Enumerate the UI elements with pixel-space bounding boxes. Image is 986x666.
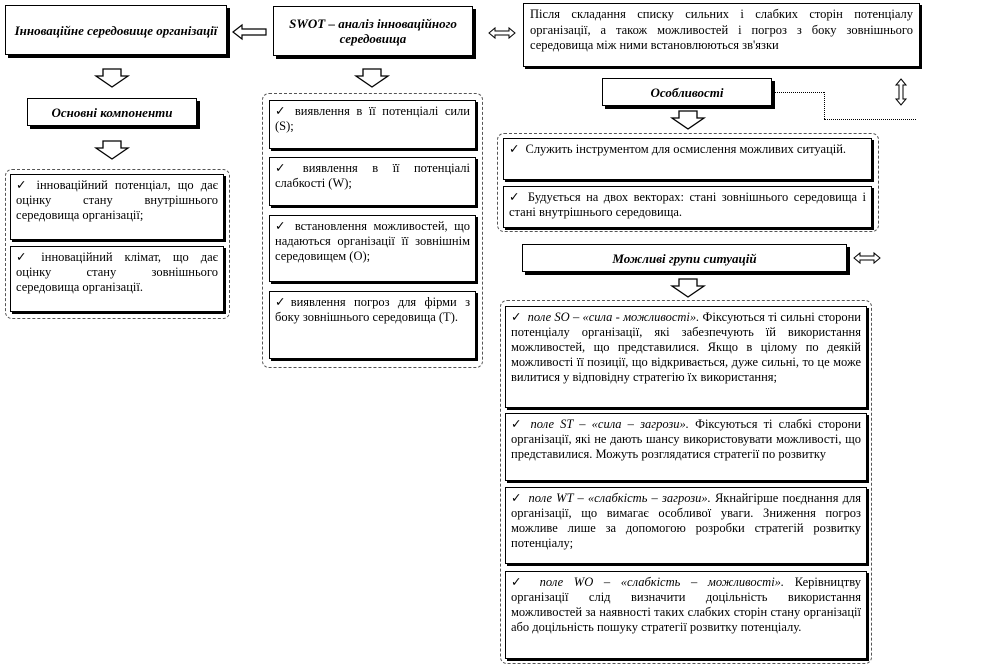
down-arrow-icon <box>671 110 705 130</box>
situations-group <box>500 300 872 664</box>
swot-item-text: встановлення можливостей, що надаються організації її зовнішнім середовищем (O); <box>275 219 470 263</box>
check-icon: ✓ <box>275 161 297 175</box>
double-arrow-horizontal-icon <box>488 27 516 39</box>
situation-item <box>505 571 867 659</box>
swot-item-text: виявлення в її потенціалі сили (S); <box>275 104 470 133</box>
feature-item <box>503 186 872 228</box>
dotted-connector <box>824 92 825 119</box>
situation-groups-title: Можливі групи ситуацій <box>612 250 757 266</box>
feature-text: Служить інструментом для осмислення можливих ситуацій. <box>525 142 847 156</box>
situation-groups-header <box>522 244 847 272</box>
swot-title: SWOT – аналіз інноваційного середовища <box>289 16 457 46</box>
double-arrow-vertical-icon <box>895 78 907 106</box>
features-group <box>497 133 879 232</box>
features-title: Особливості <box>650 84 724 100</box>
situation-label: поле ST – «сила – загрози». <box>530 417 689 431</box>
check-icon: ✓ <box>511 491 523 505</box>
down-arrow-icon <box>95 140 129 160</box>
left-arrow-icon <box>232 24 268 40</box>
swot-item-text: виявлення погроз для фірми з боку зовнішнього середовища (T). <box>275 295 471 324</box>
check-icon: ✓ <box>511 310 522 324</box>
component-text: інноваційний клімат, що дає оцінку стану зовнішнього середовища організації. <box>16 250 218 294</box>
innovative-environment-title: Інноваційне середовище організації <box>14 22 218 38</box>
feature-item <box>503 138 872 180</box>
check-icon: ✓ <box>511 417 525 431</box>
situation-text: Якнайгірше поєднання для організації, що вимагає особливої уваги. Зниження погроз можливе лише за допомогою розробки стратегій розвитку потенціалу; <box>511 491 862 550</box>
component-text: інноваційний потенціал, що дає оцінку стану внутрішнього середовища організації; <box>16 178 218 222</box>
check-icon: ✓ <box>275 219 289 233</box>
check-icon: ✓ <box>275 295 291 309</box>
situation-label: поле WO – «слабкість – можливості». <box>539 575 785 589</box>
down-arrow-icon <box>355 68 389 88</box>
relations-note-text: Після складання списку сильних і слабких сторін потенціалу організації, а також можливостей і погроз з боку зовнішнього середовища між ними встановлюються зв'язки <box>530 7 913 52</box>
swot-item <box>269 157 476 206</box>
swot-item <box>269 100 476 149</box>
dotted-connector <box>772 92 824 93</box>
components-group <box>5 169 230 319</box>
situation-label: поле WT – «слабкість – загрози». <box>528 491 711 505</box>
swot-header <box>273 6 473 56</box>
swot-items-group <box>262 93 483 368</box>
main-components-header <box>27 98 197 126</box>
features-header <box>602 78 772 106</box>
double-arrow-horizontal-icon <box>853 252 881 264</box>
down-arrow-icon <box>671 278 705 298</box>
situation-item <box>505 306 867 408</box>
check-icon: ✓ <box>275 104 289 118</box>
check-icon: ✓ <box>509 142 520 156</box>
swot-item <box>269 215 476 282</box>
component-item <box>10 246 224 312</box>
check-icon: ✓ <box>16 178 31 192</box>
situation-label: поле SO – «сила - можливості». <box>527 310 700 324</box>
check-icon: ✓ <box>509 190 522 204</box>
situation-text: Керівництву організації слід визначити доцільність використання можливостей за наявності таких слабких сторін стану організації або доцільність пошуку стратегії розвитку потенціалу. <box>511 575 861 634</box>
check-icon: ✓ <box>16 250 36 264</box>
situation-text: Фіксуються ті сильні сторони потенціалу організації, які забезпечують їй використання можливостей, що представилися. Якщо в цілому по деякій можливості її позиції, що відкривається, дуже сильні, то це може вилитися у відповідну стратегію їх використання; <box>511 310 861 384</box>
feature-text: Будується на двох векторах: стані зовнішнього середовища і стані внутрішнього середовища. <box>509 190 866 219</box>
situation-item <box>505 413 867 481</box>
swot-item <box>269 291 476 359</box>
situation-item <box>505 487 867 564</box>
swot-item-text: виявлення в її потенціалі слабкості (W); <box>275 161 470 190</box>
check-icon: ✓ <box>511 575 529 589</box>
dotted-connector <box>824 119 916 120</box>
innovative-environment-header <box>5 5 227 55</box>
main-components-title: Основні компоненти <box>51 104 173 120</box>
down-arrow-icon <box>95 68 129 88</box>
situation-text: Фіксуються ті слабкі сторони організації, які не дають шансу використовувати можливості, що представилися. Можуть розглядатися стратегії по розвитку <box>511 417 862 461</box>
relations-note <box>523 3 920 67</box>
component-item <box>10 174 224 240</box>
